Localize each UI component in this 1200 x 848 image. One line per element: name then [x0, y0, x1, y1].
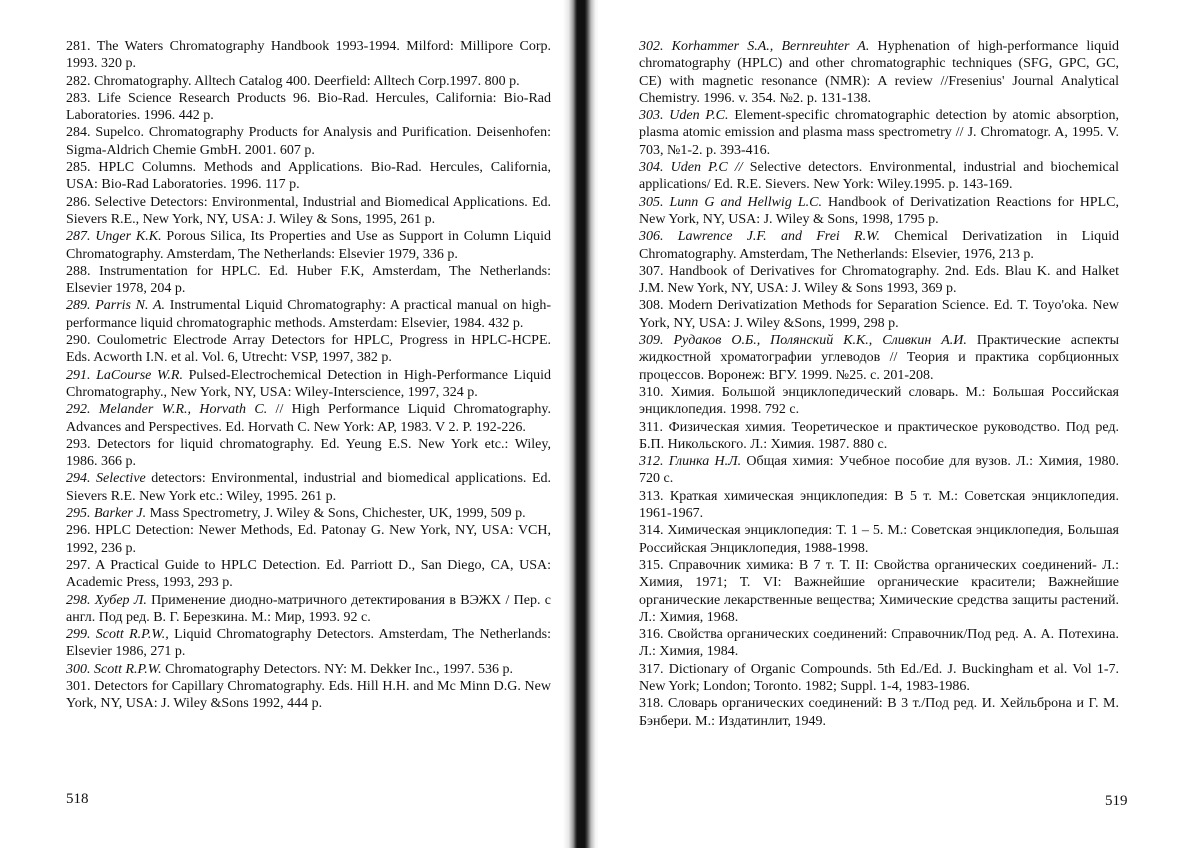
reference-text: Element-specific chromatographic detection by atomic absorption, plasma atomic emission and plasma mass spectrometry // J. Chromatogr. A, 1995. V. 703, №1-2. p. 393-416.	[639, 108, 1119, 158]
reference-entry	[66, 194, 551, 229]
reference-entry	[639, 453, 1119, 488]
reference-text: Mass Spectrometry, J. Wiley & Sons, Chichester, UK, 1999, 509 p.	[146, 506, 526, 522]
reference-entry	[66, 263, 551, 298]
reference-text: 317. Dictionary of Organic Compounds. 5th Ed./Ed. J. Buckingham et al. Vol 1-7. New York; London; Toronto. 1982; Suppl. 1-4, 1983-1986.	[639, 661, 1119, 694]
reference-entry	[639, 297, 1119, 332]
reference-author: 294. Selective	[66, 471, 146, 487]
reference-text: 301. Detectors for Capillary Chromatography. Eds. Hill H.H. and Mc Minn D.G. New York, NY, USA: J. Wiley &Sons 1992, 444 p.	[66, 678, 551, 712]
reference-text: 311. Физическая химия. Теоретическое и практическое руководство. Под ред. Б.П. Никольского. Л.: Химия. 1987. 880 с.	[639, 419, 1119, 452]
reference-text: 290. Coulometric Electrode Array Detectors for HPLC, Progress in HPLC-HCPE. Eds. Acworth I.N. et al. Vol. 6, Utrecht: VSP, 1997, 382 p.	[66, 333, 551, 366]
reference-entry	[66, 159, 551, 194]
reference-author: 298. Хубер Л.	[66, 592, 147, 608]
reference-entry	[66, 90, 551, 125]
reference-text: Handbook of Derivatization Reactions for HPLC, New York, NY, USA: J. Wiley & Sons, 1998, 1795 p.	[639, 194, 1119, 227]
reference-entry	[66, 522, 551, 557]
left-page	[0, 0, 585, 848]
reference-text: 293. Detectors for liquid chromatography. Ed. Yeung E.S. New York etc.: Wiley, 1986. 366 p.	[66, 436, 551, 470]
reference-entry	[639, 384, 1119, 419]
reference-entry	[66, 557, 551, 592]
reference-entry	[66, 436, 551, 471]
reference-entry	[639, 661, 1119, 696]
reference-entry	[639, 228, 1119, 263]
reference-entry	[639, 557, 1119, 626]
reference-text: Selective detectors. Environmental, industrial and biochemical applications/ Ed. R.E. Sievers. New York: Wiley.1995. p. 143-169.	[639, 160, 1119, 193]
reference-text: detectors: Environmental, industrial and biomedical applications. Ed. Sievers R.E. New York etc.: Wiley, 1995. 261 p.	[66, 471, 551, 504]
reference-entry	[66, 401, 551, 436]
reference-author: 299. Scott R.P.W.,	[66, 627, 169, 643]
left-reference-list	[66, 38, 551, 713]
reference-entry	[66, 38, 551, 73]
reference-author: 291. LaCourse W.R.	[66, 367, 183, 383]
reference-text: Instrumental Liquid Chromatography: A practical manual on high-performance liquid chromatographic methods. Amsterdam: Elsevier, 1984. 432 p.	[66, 298, 551, 331]
reference-author: 292. Melander W.R., Horvath C.	[66, 402, 268, 418]
reference-text: // High Performance Liquid Chromatography. Advances and Perspectives. Ed. Horvath C. New York: AP, 1983. V 2. P. 192-226.	[66, 402, 551, 435]
reference-entry	[639, 695, 1119, 730]
reference-entry	[639, 194, 1119, 229]
reference-text: 296. HPLC Detection: Newer Methods, Ed. Patonay G. New York, NY, USA: VCH, 1992, 236 p.	[66, 523, 551, 556]
reference-text: Практические аспекты жидкостной хроматографии углеводов // Теория и практика сорбционных процессов. Воронеж: ВГУ. 1999. №25. с. 201-208.	[639, 333, 1120, 383]
reference-text: Применение диодно-матричного детектирования в ВЭЖХ / Пер. с англ. Под ред. В. Г. Березкина. М.: Мир, 1993. 92 с.	[66, 592, 551, 625]
reference-author: 306. Lawrence J.F. and Frei R.W.	[639, 229, 880, 245]
reference-text: 288. Instrumentation for HPLC. Ed. Huber F.K, Amsterdam, The Netherlands: Elsevier 1978, 204 p.	[66, 263, 551, 297]
reference-author: 289. Parris N. A.	[66, 298, 166, 314]
reference-text: 281. The Waters Chromatography Handbook 1993-1994. Milford: Millipore Corp. 1993. 320 p.	[66, 39, 551, 72]
reference-text: 313. Краткая химическая энциклопедия: В 5 т. М.: Советская энциклопедия. 1961-1967.	[639, 488, 1119, 522]
reference-text: 310. Химия. Большой энциклопедический словарь. М.: Большая Российская энциклопедия. 1998. 792 с.	[639, 384, 1119, 418]
book-spine-shadow	[563, 0, 599, 848]
page-number-right: 519	[1105, 793, 1128, 809]
reference-entry	[66, 367, 551, 402]
reference-entry	[66, 592, 551, 627]
reference-entry	[639, 263, 1119, 298]
reference-text: 308. Modern Derivatization Methods for Separation Science. Ed. T. Toyo'oka. New York, NY, USA: J. Wiley &Sons, 1999, 298 p.	[639, 298, 1119, 331]
reference-text: 314. Химическая энциклопедия: Т. 1 – 5. М.: Советская энциклопедия, Большая Российская Энциклопедия, 1988-1998.	[639, 523, 1119, 556]
right-page	[600, 0, 1200, 848]
reference-text: Hyphenation of high-performance liquid chromatography (HPLC) and other chromatographic techniques (SFG, GPC, GC, CE) with magnetic resonance (NMR): A review //Fresenius' Journal Analytical Chemistry. 1996. v. 354. №2. p. 131-138.	[639, 39, 1119, 106]
reference-entry	[66, 332, 551, 367]
reference-text: 283. Life Science Research Products 96. Bio-Rad. Hercules, California: Bio-Rad Laboratories. 1996. 442 p.	[66, 90, 551, 124]
reference-author: 304. Uden P.C //	[639, 160, 743, 176]
reference-entry	[66, 470, 551, 505]
reference-text: 318. Словарь органических соединений: В 3 т./Под ред. И. Хейльброна и Г. М. Бэнбери. М.: Издатинлит, 1949.	[639, 696, 1119, 729]
reference-text: Porous Silica, Its Properties and Use as Support in Column Liquid Chromatography. Amsterdam, The Netherlands: Elsevier 1979, 336 p.	[66, 229, 551, 262]
reference-entry	[66, 678, 551, 713]
reference-entry	[66, 297, 551, 332]
reference-author: 295. Barker J.	[66, 506, 147, 522]
reference-entry	[66, 73, 551, 90]
reference-text: 307. Handbook of Derivatives for Chromatography. 2nd. Eds. Blau K. and Halket J.M. New York, NY, USA: J. Wiley & Sons 1993, 369 p.	[639, 263, 1119, 297]
reference-text: Chromatography Detectors. NY: M. Dekker Inc., 1997. 536 p.	[161, 661, 514, 677]
reference-entry	[639, 159, 1119, 194]
reference-entry	[66, 661, 551, 678]
right-reference-list	[639, 38, 1119, 730]
reference-author: 309. Рудаков О.Б., Полянский К.К., Сливкин А.И.	[639, 333, 967, 349]
page-number-left: 518	[66, 791, 89, 807]
reference-text: 282. Chromatography. Alltech Catalog 400. Deerfield: Alltech Corp.1997. 800 p.	[66, 73, 520, 89]
reference-text: Pulsed-Electrochemical Detection in High-Performance Liquid Chromatography., New York, NY, USA: Wiley-Interscience, 1997, 324 p.	[66, 367, 551, 400]
reference-entry	[639, 38, 1119, 107]
reference-entry	[66, 228, 551, 263]
reference-text: 315. Справочник химика: В 7 т. Т. II: Свойства органических соединений- Л.: Химия, 1971; Т. VI: Важнейшие органические красители; Важнейшие органические лекарственные вещества; Химические средства защиты растений. Л.: Химия, 1968.	[639, 557, 1119, 625]
reference-entry	[66, 124, 551, 159]
reference-author: 300. Scott R.P.W.	[66, 661, 162, 677]
reference-text: Chemical Derivatization in Liquid Chromatography. Amsterdam, The Netherlands: Elsevier, 1976, 213 p.	[639, 229, 1120, 262]
reference-entry	[66, 505, 551, 522]
reference-text: 285. HPLC Columns. Methods and Applications. Bio-Rad. Hercules, California, USA: Bio-Rad Laboratories. 1996. 117 p.	[66, 160, 551, 193]
reference-entry	[639, 626, 1119, 661]
reference-text: 316. Свойства органических соединений: Справочник/Под ред. А. А. Потехина. Л.: Химия, 1984.	[639, 627, 1119, 660]
reference-text: 297. A Practical Guide to HPLC Detection. Ed. Parriott D., San Diego, CA, USA: Academic Press, 1993, 293 p.	[66, 557, 551, 591]
reference-entry	[639, 522, 1119, 557]
reference-entry	[66, 626, 551, 661]
reference-entry	[639, 488, 1119, 523]
reference-entry	[639, 107, 1119, 159]
reference-text: 286. Selective Detectors: Environmental, Industrial and Biomedical Applications. Ed. Sievers R.E., New York, NY, USA: J. Wiley & Sons, 1995, 261 p.	[66, 194, 551, 227]
reference-author: 305. Lunn G and Hellwig L.C.	[639, 194, 822, 210]
reference-author: 302. Korhammer S.A., Bernreuhter A.	[639, 39, 870, 54]
reference-text: Liquid Chromatography Detectors. Amsterdam, The Netherlands: Elsevier 1986, 271 p.	[66, 627, 552, 660]
reference-author: 303. Uden P.C.	[639, 108, 729, 124]
reference-text: 284. Supelco. Chromatography Products for Analysis and Purification. Deisenhofen: Sigma-Aldrich Chemie GmbH. 2001. 607 p.	[66, 125, 551, 158]
reference-entry	[639, 332, 1119, 384]
reference-text: Общая химия: Учебное пособие для вузов. Л.: Химия, 1980. 720 с.	[639, 454, 1119, 487]
reference-entry	[639, 419, 1119, 454]
reference-author: 312. Глинка Н.Л.	[639, 454, 742, 470]
reference-author: 287. Unger K.K.	[66, 229, 162, 245]
